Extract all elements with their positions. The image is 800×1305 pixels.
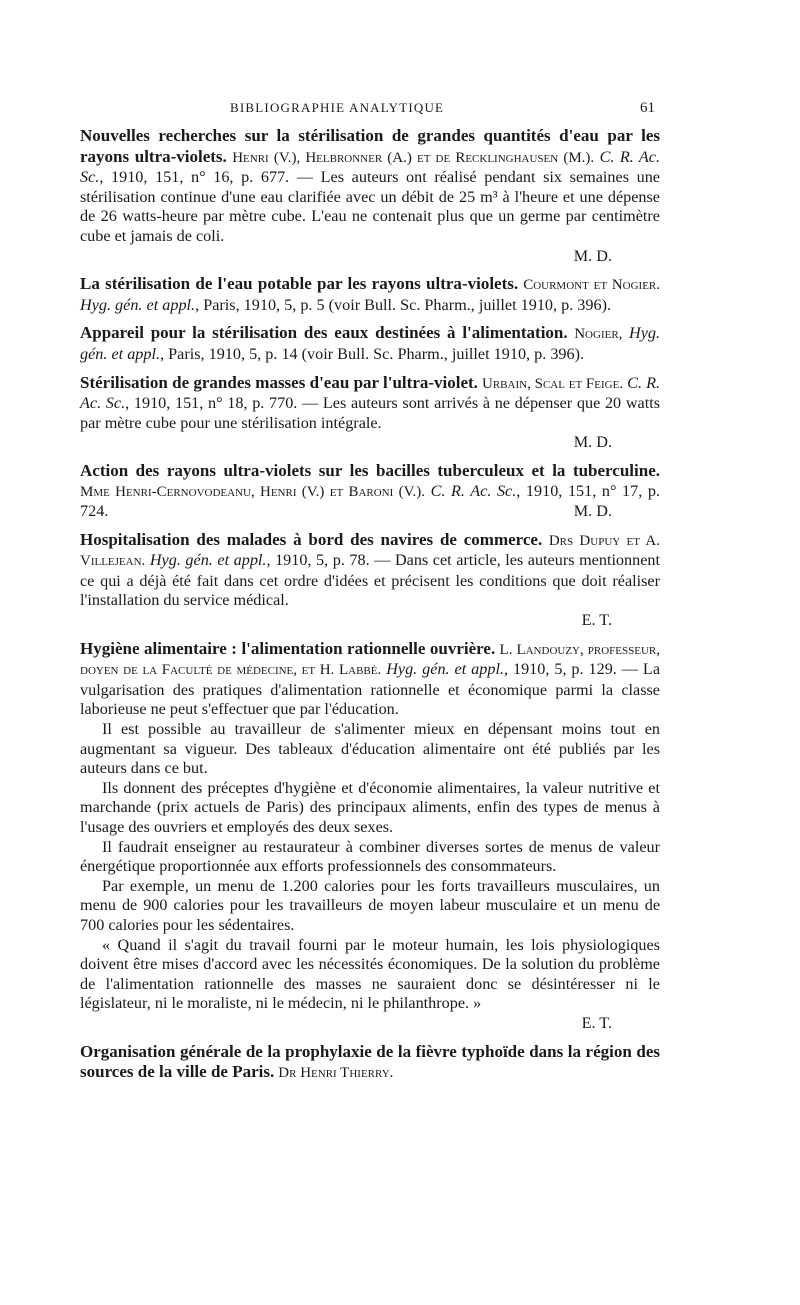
entry-signature: E. T. [581, 1013, 612, 1032]
page-number: 61 [640, 100, 655, 116]
bibliography-entry [80, 639, 660, 1034]
entry-authors: Henri (V.), Helbronner (A.) et de Recklinghausen (M.). [232, 149, 595, 166]
entry-paragraph: « Quand il s'agit du travail fourni par le moteur humain, les lois physiologiques doivent être mises d'accord avec les nécessités économiques. De la solution du problème de l'alimentation rationnelle des masses ne sauraient donc se désintéresser ni le législateur, ni le moraliste, ni le médecin, ni le philanthrope. » [80, 935, 660, 1013]
entry-body [80, 126, 660, 247]
bibliography-entry [80, 1042, 660, 1084]
bibliography-entry [80, 274, 660, 315]
entry-body [80, 1042, 660, 1084]
entry-title: Hospitalisation des malades à bord des navires de commerce. [80, 529, 543, 549]
entry-title: Action des rayons ultra-violets sur les bacilles tuberculeux et la tuberculine. [80, 460, 660, 480]
entry-title: Hygiène alimentaire : l'alimentation rationnelle ouvrière. [80, 638, 496, 658]
entry-title: La stérilisation de l'eau potable par les rayons ultra-violets. [80, 274, 519, 294]
entry-title: Nouvelles recherches sur la stérilisation de grandes quantités d'eau par les rayons ultra-violets. [80, 126, 660, 166]
entry-paragraph: Il est possible au travailleur de s'alimenter mieux en dépensant moins tout en augmentant sa vigueur. Des tableaux d'éducation alimentaire ont été publiés par les auteurs dans ce but. [80, 720, 660, 778]
entry-source: C. R. Ac. Sc. [80, 147, 661, 187]
bibliography-entry [80, 126, 660, 266]
entry-signature: M. D. [573, 246, 612, 265]
bibliography-entry [80, 530, 660, 631]
entry-paragraph: Il faudrait enseigner au restaurateur à combiner diverses sortes de menus de valeur énergétique proportionnée aux efforts professionnels des consommateurs. [80, 837, 660, 876]
entry-paragraph: Par exemple, un menu de 1.200 calories pour les forts travailleurs musculaires, un menu de 900 calories pour les travailleurs de moyen labeur musculaire et un menu de 700 calories pour les sédentaires. [80, 876, 660, 934]
entry-authors: Drs Dupuy et A. Villejean. [80, 532, 661, 570]
entry-reference: , 1910, 151, n° 18, p. 770. — Les auteurs sont arrivés à ne dépenser que 20 watts par mètre cube pour une stérilisation intégrale. [80, 394, 660, 432]
entry-source: C. R. Ac. Sc. [430, 481, 517, 500]
entry-reference: , Paris, 1910, 5, p. 14 (voir Bull. Sc. Pharm., juillet 1910, p. 396). [160, 344, 585, 363]
entry-authors: Mme Henri-Cernovodeanu, Henri (V.) et Baroni (V.). [80, 483, 425, 500]
bibliography-entry [80, 323, 660, 364]
entry-source: Hyg. gén. et appl. [149, 551, 267, 570]
entry-reference: , 1910, 5, p. 78. — Dans cet article, les auteurs mentionnent ce qui a déjà été fait dans cet ordre d'idées et précisent les conditions que doit réaliser l'installation du service médical. [80, 551, 660, 610]
entry-signature: M. D. [573, 502, 612, 521]
entry-authors: Courmont et Nogier. [523, 277, 661, 294]
entry-authors: Urbain, Scal et Feige. [482, 375, 624, 392]
entry-title: Appareil pour la stérilisation des eaux destinées à l'alimentation. [80, 323, 568, 343]
entry-title: Stérilisation de grandes masses d'eau par l'ultra-violet. [80, 372, 478, 392]
running-head-title: BIBLIOGRAPHIE ANALYTIQUE [230, 100, 445, 115]
entry-body [80, 373, 660, 434]
entry-reference: , 1910, 5, p. 129. — La vulgarisation des pratiques d'alimentation rationnelle et économique parmi la classe laborieuse ne peut s'effectuer que par l'éducation. [80, 660, 660, 719]
entry-reference: , 1910, 151, n° 16, p. 677. — Les auteurs ont réalisé pendant six semaines une stérilisation continue d'une eau clarifiée avec un débit de 25 m³ à l'heure et une dépense de 26 watts-heure par mètre cube. L'eau ne contenait plus que un germe par centimètre cube et jamais de coli. [80, 168, 660, 245]
bibliography-list [80, 126, 660, 1092]
entry-body [80, 639, 660, 720]
entry-source: Hyg. gén. et appl. [80, 324, 661, 363]
entry-source: C. R. Ac. Sc. [80, 373, 661, 413]
entry-body [80, 530, 660, 611]
bibliography-entry [80, 373, 660, 453]
entry-paragraph: Ils donnent des préceptes d'hygiène et d'économie alimentaires, la valeur nutritive et marchande (prix actuels de Paris) des principaux aliments, enfin des types de menus à l'usage des ouvriers et employés des deux sexes. [80, 778, 660, 836]
entry-body [80, 274, 660, 315]
entry-source: Hyg. gén. et appl. [80, 295, 196, 314]
entry-reference: , Paris, 1910, 5, p. 5 (voir Bull. Sc. Pharm., juillet 1910, p. 396). [195, 295, 612, 314]
entry-source: Hyg. gén. et appl. [386, 660, 504, 679]
entry-authors: Nogier, [574, 326, 623, 343]
entry-title: Organisation générale de la prophylaxie de la fièvre typhoïde dans la région des sources de la ville de Paris. [80, 1041, 660, 1082]
entry-authors: L. Landouzy, professeur, doyen de la Faculté de médecine, et H. Labbé. [80, 641, 660, 679]
running-head [80, 100, 655, 120]
bibliography-entry [80, 461, 660, 522]
entry-reference: , 1910, 151, n° 17, p. 724. [80, 481, 660, 521]
entry-authors: Dr Henri Thierry. [278, 1065, 394, 1082]
entry-body [80, 461, 660, 522]
entry-body [80, 323, 660, 364]
entry-signature: E. T. [581, 611, 612, 630]
entry-signature: M. D. [573, 433, 612, 452]
